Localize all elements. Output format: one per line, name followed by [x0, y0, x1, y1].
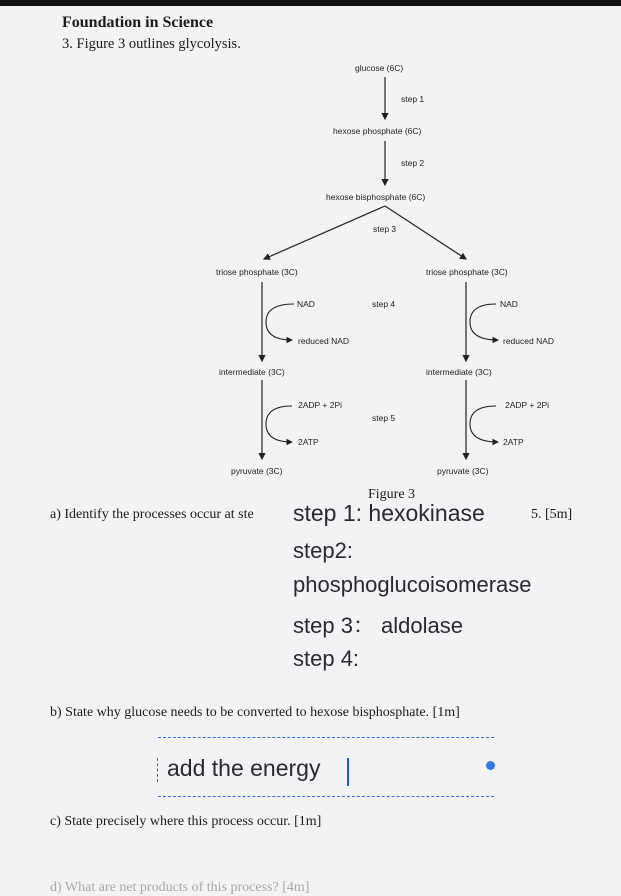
question-c: c) State precisely where this process occur. [1m]	[50, 814, 322, 829]
label-step3: step 3	[373, 224, 397, 234]
label-atp-left: 2ATP	[298, 437, 319, 447]
label-intermediate-left: intermediate (3C)	[219, 367, 285, 377]
curve-left-nad	[266, 304, 294, 340]
label-adp-left: 2ADP + 2Pi	[298, 400, 343, 410]
label-step5: step 5	[372, 413, 396, 423]
label-triose-left: triose phosphate (3C)	[216, 267, 298, 277]
curve-right-adp	[470, 406, 498, 442]
question-a-end: 5. [5m]	[531, 507, 573, 522]
label-nad-left: NAD	[297, 299, 315, 309]
answer-a-line3[interactable]: phosphoglucoisomerase	[293, 572, 532, 597]
answer-a-line4[interactable]: step 3： aldolase	[293, 613, 463, 638]
curve-right-nad	[470, 304, 498, 340]
label-nad-right: NAD	[500, 299, 518, 309]
question-intro: 3. Figure 3 outlines glycolysis.	[62, 36, 241, 52]
answer-a-line2[interactable]: step2:	[293, 538, 353, 563]
question-a-start: a) Identify the processes occur at ste	[50, 507, 254, 522]
answer-b-textbox-left-edge	[157, 758, 158, 782]
label-reduced-nad-left: reduced NAD	[298, 336, 350, 346]
question-b: b) State why glucose needs to be converted to hexose bisphosphate. [1m]	[50, 705, 460, 720]
curve-left-adp	[266, 406, 292, 442]
arrow-split-left	[264, 206, 385, 259]
label-triose-right: triose phosphate (3C)	[426, 267, 508, 277]
label-hexose-bisphosphate: hexose bisphosphate (6C)	[326, 192, 426, 202]
label-step2: step 2	[401, 158, 425, 168]
label-pyruvate-right: pyruvate (3C)	[437, 466, 489, 476]
question-d-partial: d) What are net products of this process? [4m]	[50, 880, 310, 895]
label-atp-right: 2ATP	[503, 437, 524, 447]
answer-b-text[interactable]: add the energy	[167, 755, 321, 781]
label-step1: step 1	[401, 94, 425, 104]
resize-handle[interactable]	[486, 761, 495, 770]
label-intermediate-right: intermediate (3C)	[426, 367, 492, 377]
label-hexose-phosphate: hexose phosphate (6C)	[333, 126, 422, 136]
label-pyruvate-left: pyruvate (3C)	[231, 466, 283, 476]
page-title: Foundation in Science	[62, 14, 214, 31]
figure-caption: Figure 3	[368, 487, 416, 502]
label-adp-right: 2ADP + 2Pi	[505, 400, 550, 410]
answer-a-line1[interactable]: step 1: hexokinase	[293, 500, 485, 526]
label-glucose: glucose (6C)	[355, 63, 404, 73]
answer-a-line5[interactable]: step 4:	[293, 646, 360, 671]
label-reduced-nad-right: reduced NAD	[503, 336, 555, 346]
text-caret	[347, 758, 349, 786]
arrow-split-right	[385, 206, 466, 259]
label-step4: step 4	[372, 299, 396, 309]
